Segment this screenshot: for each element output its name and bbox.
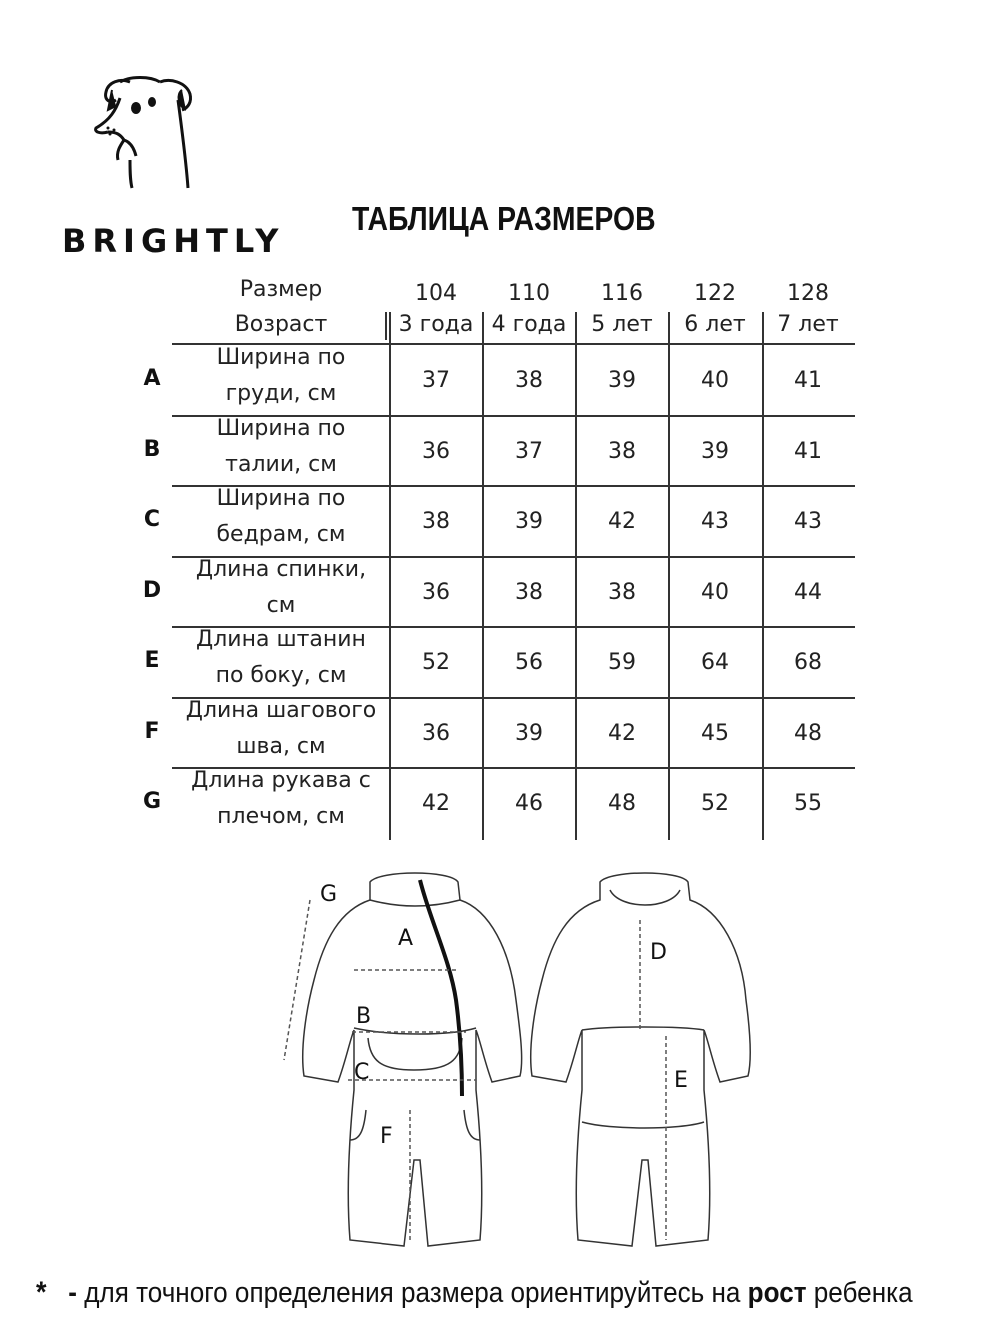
age-header-4: 7 лет <box>777 312 839 337</box>
row-letter-C: C <box>143 507 161 532</box>
label-b: B <box>356 1004 372 1029</box>
row-param-line2: плечом, см <box>217 804 345 829</box>
footnote-dash: - <box>68 1277 77 1309</box>
table-cell: 39 <box>608 368 636 393</box>
label-g: G <box>320 882 338 907</box>
dog-logo-icon <box>90 70 270 200</box>
row-param-line1: Длина спинки, <box>195 556 367 582</box>
label-c: C <box>354 1060 370 1085</box>
table-cell: 44 <box>794 579 822 605</box>
row-letter-A: A <box>143 366 161 391</box>
size-header-110: 110 <box>508 281 550 306</box>
table-cell: 36 <box>422 438 450 464</box>
row-param-line1: Ширина по <box>216 486 346 511</box>
table-cell: 40 <box>701 579 729 605</box>
page-title: ТАБЛИЦА РАЗМЕРОВ <box>352 200 656 237</box>
table-cell: 37 <box>515 438 543 464</box>
table-cell: 37 <box>422 368 450 393</box>
row-param-line2: см <box>266 592 296 618</box>
table-cell: 42 <box>608 509 636 534</box>
row-letter-E: E <box>144 648 160 673</box>
size-header-116: 116 <box>601 281 643 306</box>
table-cell: 40 <box>701 368 729 393</box>
size-header-104: 104 <box>415 281 457 306</box>
table-cell: 36 <box>422 720 450 746</box>
row-letter-G: G <box>142 789 162 814</box>
footnote-text-end: ребенка <box>813 1277 913 1309</box>
table-cell: 43 <box>794 509 822 534</box>
row-param-line1: Ширина по <box>216 415 346 441</box>
age-header-label: Возраст <box>234 312 328 337</box>
row-letter-F: F <box>144 718 160 744</box>
jumpsuit-front-back-icon <box>280 860 760 1260</box>
label-f: F <box>380 1124 393 1149</box>
table-cell: 38 <box>515 368 543 393</box>
table-cell: 42 <box>608 720 636 746</box>
row-letter-B: B <box>143 436 161 462</box>
table-cell: 56 <box>515 650 543 675</box>
footer-note <box>36 1276 913 1310</box>
table-cell: 52 <box>422 650 450 675</box>
table-cell: 41 <box>794 438 822 464</box>
table-cell: 48 <box>608 791 636 816</box>
column-divider-double <box>385 312 387 340</box>
table-cell: 68 <box>794 650 822 675</box>
table-cell: 38 <box>608 438 636 464</box>
size-header-label: Размер <box>239 277 323 302</box>
table-cell: 59 <box>608 650 636 675</box>
row-param-line2: шва, см <box>236 733 326 759</box>
age-header-0: 3 года <box>398 312 474 337</box>
table-cell: 38 <box>422 509 450 534</box>
age-header-3: 6 лет <box>684 312 746 337</box>
table-cell: 43 <box>701 509 729 534</box>
footnote-text: для точного определения размера ориентируйтесь на <box>84 1277 741 1309</box>
label-a: A <box>398 926 414 951</box>
size-header-128: 128 <box>787 281 829 306</box>
table-cell: 38 <box>608 579 636 605</box>
table-cell: 46 <box>515 791 543 816</box>
row-param-line2: бедрам, см <box>216 522 346 547</box>
table-cell: 39 <box>701 438 729 464</box>
row-param-line1: Длина рукава с <box>191 768 371 793</box>
table-cell: 45 <box>701 720 729 746</box>
table-cell: 42 <box>422 791 450 816</box>
table-cell: 41 <box>794 368 822 393</box>
row-param-line2: по боку, см <box>215 663 347 688</box>
footnote-star: * <box>36 1276 47 1309</box>
footnote-bold-word: рост <box>747 1277 807 1309</box>
table-cell: 64 <box>701 650 729 675</box>
row-letter-D: D <box>142 577 162 603</box>
table-cell: 55 <box>794 791 822 816</box>
table-cell: 38 <box>515 579 543 605</box>
table-cell: 39 <box>515 509 543 534</box>
table-cell: 48 <box>794 720 822 746</box>
table-cell: 52 <box>701 791 729 816</box>
row-param-line1: Ширина по <box>216 345 346 370</box>
table-cell: 36 <box>422 579 450 605</box>
label-e: E <box>674 1068 688 1093</box>
row-param-line2: груди, см <box>225 381 337 406</box>
age-header-2: 5 лет <box>591 312 653 337</box>
row-param-line1: Длина шагового <box>185 697 377 723</box>
brand-name: BRIGHTLY <box>62 222 285 260</box>
row-param-line2: талии, см <box>225 451 337 477</box>
label-d: D <box>650 940 667 965</box>
row-param-line1: Длина штанин <box>196 627 366 652</box>
garment-diagram <box>280 860 760 1260</box>
table-cell: 39 <box>515 720 543 746</box>
size-header-122: 122 <box>694 281 736 306</box>
age-header-1: 4 года <box>491 312 567 337</box>
